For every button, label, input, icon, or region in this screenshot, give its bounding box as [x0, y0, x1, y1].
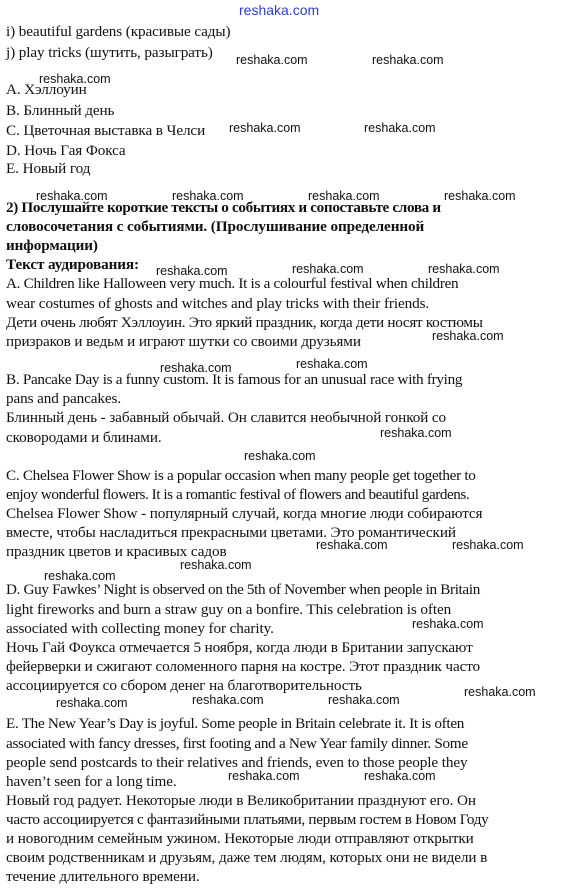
watermark: reshaka.com	[308, 189, 380, 203]
watermark: reshaka.com	[432, 329, 504, 343]
text-c-line-2: enjoy wonderful flowers. It is a romantic festival of flowers and beautiful gardens.	[6, 486, 470, 503]
text-c-line-4: вместе, чтобы насладиться прекрасными цветами. Это романтический	[6, 524, 456, 541]
watermark: reshaka.com	[228, 769, 300, 783]
text-e-line-8: своим родственникам и друзьям, даже тем людям, которых они не видели в	[6, 849, 488, 866]
option-d: D. Ночь Гая Фокса	[6, 142, 126, 159]
text-e-line-7: и новогодним семейным ужином. Некоторые люди отправляют открытки	[6, 830, 474, 847]
watermark: reshaka.com	[156, 264, 228, 278]
option-b: B. Блинный день	[6, 102, 115, 119]
text-e-line-5: Новый год радует. Некоторые люди в Великобритании празднуют его. Он	[6, 792, 476, 809]
text-d-line-1: D. Guy Fawkes’ Night is observed on the 5th of November when people in Britain	[6, 581, 480, 598]
watermark: reshaka.com	[44, 569, 116, 583]
text-a-line-3: Дети очень любят Хэллоуин. Это яркий праздник, когда дети носят костюмы	[6, 314, 483, 331]
option-j: j) play tricks (шутить, разыграть)	[6, 44, 213, 61]
text-e-line-1: E. The New Year’s Day is joyful. Some people in Britain celebrate it. It is often	[6, 715, 465, 732]
text-e-line-9: течение длительного времени.	[6, 868, 200, 885]
text-d-line-5: фейерверки и сжигают соломенного парня на костре. Этот праздник часто	[6, 658, 481, 675]
watermark: reshaka.com	[292, 262, 364, 276]
text-b-line-2: pans and pancakes.	[6, 390, 122, 407]
text-c-line-5: праздник цветов и красивых садов	[6, 543, 227, 560]
watermark: reshaka.com	[364, 769, 436, 783]
watermark: reshaka.com	[56, 696, 128, 710]
watermark: reshaka.com	[296, 357, 368, 371]
watermark: reshaka.com	[328, 693, 400, 707]
text-b-line-4: сковородами и блинами.	[6, 429, 162, 446]
task-instruction-line-1: 2) Послушайте короткие тексты о событиях и сопоставьте слова и	[6, 199, 441, 216]
watermark: reshaka.com	[372, 53, 444, 67]
watermark: reshaka.com	[39, 72, 111, 86]
text-c-line-3: Chelsea Flower Show - популярный случай, когда многие люди собираются	[6, 505, 483, 522]
watermark: reshaka.com	[239, 2, 320, 18]
option-i: i) beautiful gardens (красивые сады)	[6, 23, 231, 40]
option-c: C. Цветочная выставка в Челси	[6, 122, 206, 139]
watermark: reshaka.com	[229, 121, 301, 135]
watermark: reshaka.com	[244, 449, 316, 463]
text-e-line-4: haven’t seen for a long time.	[6, 773, 177, 790]
text-d-line-6: ассоциируется со сбором денег на благотворительность	[6, 677, 362, 694]
listening-text-heading: Текст аудирования:	[6, 256, 139, 273]
watermark: reshaka.com	[464, 685, 536, 699]
watermark: reshaka.com	[160, 361, 232, 375]
watermark: reshaka.com	[236, 53, 308, 67]
text-a-line-4: призраков и ведьм и играют шутки со своими друзьями	[6, 333, 361, 350]
text-a-line-2: wear costumes of ghosts and witches and play tricks with their friends.	[6, 295, 430, 312]
watermark: reshaka.com	[412, 617, 484, 631]
watermark: reshaka.com	[444, 189, 516, 203]
task-instruction-line-2: словосочетания с событиями. (Прослушивание определенной	[6, 218, 425, 235]
watermark: reshaka.com	[172, 189, 244, 203]
text-e-line-2: associated with fancy dresses, first footing and a New Year family dinner. Some	[6, 735, 468, 752]
text-a-line-1: A. Children like Halloween very much. It is a colourful festival when children	[6, 275, 459, 292]
watermark: reshaka.com	[428, 262, 500, 276]
watermark: reshaka.com	[380, 426, 452, 440]
watermark: reshaka.com	[316, 538, 388, 552]
option-a: A. Хэллоуин	[6, 81, 87, 98]
watermark: reshaka.com	[364, 121, 436, 135]
text-e-line-6: часто ассоциируется с фантазийными платьями, первым гостем в Новом Году	[6, 811, 489, 828]
text-e-line-3: people send postcards to their relatives and friends, even to those people they	[6, 754, 468, 771]
option-e: E. Новый год	[6, 160, 91, 177]
text-b-line-3: Блинный день - забавный обычай. Он славится необычной гонкой со	[6, 409, 447, 426]
task-instruction-line-3: информации)	[6, 237, 98, 254]
text-d-line-4: Ночь Гай Фоукса отмечается 5 ноября, когда люди в Британии запускают	[6, 639, 473, 656]
text-c-line-1: C. Chelsea Flower Show is a popular occasion when many people get together to	[6, 467, 476, 484]
watermark: reshaka.com	[192, 693, 264, 707]
watermark: reshaka.com	[452, 538, 524, 552]
text-d-line-3: associated with collecting money for charity.	[6, 620, 274, 637]
watermark: reshaka.com	[36, 189, 108, 203]
watermark: reshaka.com	[180, 558, 252, 572]
text-b-line-1: B. Pancake Day is a funny custom. It is famous for an unusual race with frying	[6, 371, 463, 388]
text-d-line-2: light fireworks and burn a straw guy on a bonfire. This celebration is often	[6, 601, 452, 618]
